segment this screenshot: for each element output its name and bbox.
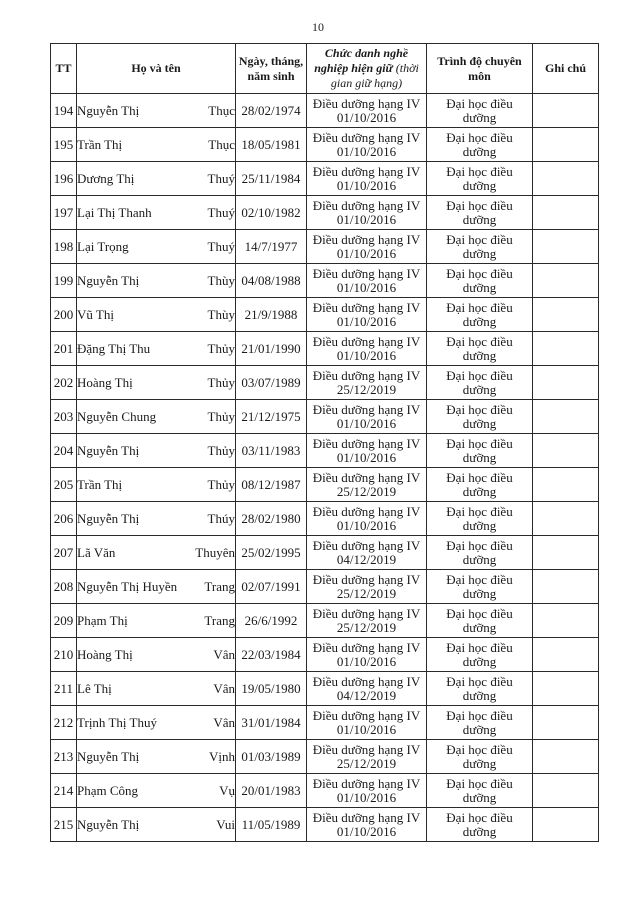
- qualification-line-1: Đại học điều: [446, 639, 513, 655]
- table-row: [51, 366, 599, 400]
- table-body: [51, 94, 599, 842]
- role-since-date: 25/12/2019: [336, 755, 397, 771]
- qualification: [427, 196, 533, 230]
- qualification-line-1: Đại học điều: [446, 435, 513, 451]
- role-title: Điều dưỡng hạng IV: [312, 265, 421, 281]
- table-row: [51, 332, 599, 366]
- professional-title: [307, 536, 427, 570]
- header-name: Họ và tên: [77, 44, 236, 94]
- person-first-name: Thuý: [207, 204, 235, 220]
- row-number: 209: [51, 604, 77, 638]
- row-number: 211: [51, 672, 77, 706]
- person-last-name: Nguyễn Chung: [77, 408, 157, 424]
- role-since-date: 01/10/2016: [336, 279, 397, 295]
- qualification-line-2: dưỡng: [462, 551, 497, 567]
- qualification-line-1: Đại học điều: [446, 605, 513, 621]
- date-of-birth: 02/10/1982: [236, 196, 307, 230]
- date-of-birth: 21/01/1990: [236, 332, 307, 366]
- qualification-line-2: dưỡng: [462, 619, 497, 635]
- qualification-line-1: Đại học điều: [446, 95, 513, 111]
- role-title: Điều dưỡng hạng IV: [312, 197, 421, 213]
- table-row: [51, 230, 599, 264]
- role-title: Điều dưỡng hạng IV: [312, 605, 421, 621]
- person-last-name: Trần Thị: [77, 476, 123, 492]
- person-name: [77, 570, 236, 604]
- row-number: 202: [51, 366, 77, 400]
- table-row: [51, 536, 599, 570]
- qualification-line-2: dưỡng: [462, 313, 497, 329]
- date-of-birth: 19/05/1980: [236, 672, 307, 706]
- qualification: [427, 298, 533, 332]
- date-of-birth: 18/05/1981: [236, 128, 307, 162]
- table-row: [51, 774, 599, 808]
- person-first-name: Thủy: [207, 408, 235, 424]
- qualification-line-1: Đại học điều: [446, 537, 513, 553]
- person-last-name: Nguyễn Thị: [77, 748, 140, 764]
- role-since-date: 25/12/2019: [336, 381, 397, 397]
- professional-title: [307, 774, 427, 808]
- person-last-name: Nguyễn Thị: [77, 816, 140, 832]
- header-role-note: (thời gian giữ hạng): [330, 61, 419, 90]
- qualification: [427, 808, 533, 842]
- professional-title: [307, 604, 427, 638]
- role-since-date: 01/10/2016: [336, 823, 397, 839]
- table-row: [51, 604, 599, 638]
- date-of-birth: 21/9/1988: [236, 298, 307, 332]
- person-name: [77, 128, 236, 162]
- qualification: [427, 434, 533, 468]
- header-education: Trình độ chuyên môn: [427, 44, 533, 94]
- qualification: [427, 94, 533, 128]
- header-role: [307, 44, 427, 94]
- row-note: [533, 502, 599, 536]
- person-first-name: Thuyên: [195, 544, 235, 560]
- qualification-line-1: Đại học điều: [446, 673, 513, 689]
- date-of-birth: 21/12/1975: [236, 400, 307, 434]
- qualification-line-1: Đại học điều: [446, 299, 513, 315]
- qualification-line-1: Đại học điều: [446, 775, 513, 791]
- person-last-name: Trịnh Thị Thuý: [77, 714, 157, 730]
- professional-title: [307, 128, 427, 162]
- person-first-name: Thủy: [207, 476, 235, 492]
- date-of-birth: 25/11/1984: [236, 162, 307, 196]
- role-title: Điều dưỡng hạng IV: [312, 231, 421, 247]
- professional-title: [307, 230, 427, 264]
- header-tt: TT: [51, 44, 77, 94]
- person-name: [77, 366, 236, 400]
- professional-title: [307, 400, 427, 434]
- role-title: Điều dưỡng hạng IV: [312, 367, 421, 383]
- qualification-line-2: dưỡng: [462, 177, 497, 193]
- role-title: Điều dưỡng hạng IV: [312, 163, 421, 179]
- qualification-line-2: dưỡng: [462, 347, 497, 363]
- qualification: [427, 570, 533, 604]
- row-number: 212: [51, 706, 77, 740]
- professional-title: [307, 332, 427, 366]
- row-number: 198: [51, 230, 77, 264]
- qualification-line-1: Đại học điều: [446, 809, 513, 825]
- qualification-line-1: Đại học điều: [446, 333, 513, 349]
- row-note: [533, 162, 599, 196]
- qualification-line-1: Đại học điều: [446, 231, 513, 247]
- date-of-birth: 03/07/1989: [236, 366, 307, 400]
- person-last-name: Lại Trọng: [77, 238, 129, 254]
- row-number: 197: [51, 196, 77, 230]
- date-of-birth: 28/02/1974: [236, 94, 307, 128]
- header-dob: Ngày, tháng, năm sinh: [236, 44, 307, 94]
- role-title: Điều dưỡng hạng IV: [312, 809, 421, 825]
- person-name: [77, 672, 236, 706]
- table-row: [51, 638, 599, 672]
- person-first-name: Thùy: [207, 272, 235, 288]
- person-last-name: Lê Thị: [77, 680, 112, 696]
- qualification-line-1: Đại học điều: [446, 469, 513, 485]
- person-last-name: Đặng Thị Thu: [77, 340, 151, 356]
- role-title: Điều dưỡng hạng IV: [312, 571, 421, 587]
- professional-title: [307, 502, 427, 536]
- row-note: [533, 366, 599, 400]
- qualification-line-2: dưỡng: [462, 789, 497, 805]
- qualification: [427, 706, 533, 740]
- row-note: [533, 264, 599, 298]
- person-first-name: Trang: [204, 612, 235, 628]
- role-since-date: 01/10/2016: [336, 449, 397, 465]
- table-row: [51, 94, 599, 128]
- qualification: [427, 740, 533, 774]
- row-note: [533, 230, 599, 264]
- person-first-name: Thủy: [207, 442, 235, 458]
- qualification-line-1: Đại học điều: [446, 401, 513, 417]
- row-note: [533, 570, 599, 604]
- person-name: [77, 502, 236, 536]
- qualification-line-2: dưỡng: [462, 211, 497, 227]
- row-number: 199: [51, 264, 77, 298]
- date-of-birth: 08/12/1987: [236, 468, 307, 502]
- person-first-name: Thuý: [207, 238, 235, 254]
- person-last-name: Nguyễn Thị Huyền: [77, 578, 178, 594]
- qualification: [427, 128, 533, 162]
- table-row: [51, 706, 599, 740]
- qualification-line-2: dưỡng: [462, 245, 497, 261]
- role-title: Điều dưỡng hạng IV: [312, 129, 421, 145]
- row-note: [533, 434, 599, 468]
- row-number: 195: [51, 128, 77, 162]
- header-role-label: Chức danh nghề nghiệp hiện giữ: [314, 46, 409, 75]
- qualification-line-1: Đại học điều: [446, 741, 513, 757]
- date-of-birth: 11/05/1989: [236, 808, 307, 842]
- role-since-date: 04/12/2019: [336, 551, 397, 567]
- row-note: [533, 94, 599, 128]
- professional-title: [307, 468, 427, 502]
- row-number: 207: [51, 536, 77, 570]
- qualification-line-1: Đại học điều: [446, 163, 513, 179]
- table-row: [51, 162, 599, 196]
- row-number: 208: [51, 570, 77, 604]
- qualification-line-2: dưỡng: [462, 687, 497, 703]
- person-last-name: Lại Thị Thanh: [77, 204, 152, 220]
- person-name: [77, 638, 236, 672]
- row-number: 210: [51, 638, 77, 672]
- role-title: Điều dưỡng hạng IV: [312, 299, 421, 315]
- person-name: [77, 604, 236, 638]
- qualification: [427, 604, 533, 638]
- row-note: [533, 332, 599, 366]
- person-name: [77, 740, 236, 774]
- date-of-birth: 03/11/1983: [236, 434, 307, 468]
- row-number: 201: [51, 332, 77, 366]
- person-name: [77, 230, 236, 264]
- qualification-line-1: Đại học điều: [446, 129, 513, 145]
- person-last-name: Nguyễn Thị: [77, 510, 140, 526]
- role-title: Điều dưỡng hạng IV: [312, 95, 421, 111]
- role-since-date: 01/10/2016: [336, 653, 397, 669]
- date-of-birth: 26/6/1992: [236, 604, 307, 638]
- person-first-name: Vụ: [219, 782, 235, 798]
- role-title: Điều dưỡng hạng IV: [312, 741, 421, 757]
- qualification: [427, 468, 533, 502]
- person-last-name: Nguyễn Thị: [77, 102, 140, 118]
- table-row: [51, 128, 599, 162]
- person-first-name: Thúy: [207, 510, 235, 526]
- professional-title: [307, 196, 427, 230]
- row-number: 196: [51, 162, 77, 196]
- role-since-date: 01/10/2016: [336, 245, 397, 261]
- staff-table: [50, 43, 599, 842]
- professional-title: [307, 808, 427, 842]
- person-name: [77, 94, 236, 128]
- date-of-birth: 22/03/1984: [236, 638, 307, 672]
- person-first-name: Thủy: [207, 340, 235, 356]
- role-title: Điều dưỡng hạng IV: [312, 469, 421, 485]
- professional-title: [307, 94, 427, 128]
- person-name: [77, 536, 236, 570]
- date-of-birth: 31/01/1984: [236, 706, 307, 740]
- role-since-date: 01/10/2016: [336, 415, 397, 431]
- role-since-date: 25/12/2019: [336, 483, 397, 499]
- person-name: [77, 162, 236, 196]
- table-row: [51, 808, 599, 842]
- person-last-name: Vũ Thị: [77, 306, 114, 322]
- row-note: [533, 128, 599, 162]
- person-first-name: Vân: [213, 646, 235, 662]
- role-since-date: 01/10/2016: [336, 143, 397, 159]
- professional-title: [307, 434, 427, 468]
- table-row: [51, 502, 599, 536]
- role-since-date: 01/10/2016: [336, 211, 397, 227]
- qualification-line-1: Đại học điều: [446, 197, 513, 213]
- role-since-date: 01/10/2016: [336, 517, 397, 533]
- table-row: [51, 400, 599, 434]
- qualification: [427, 230, 533, 264]
- header-row: [51, 44, 599, 94]
- date-of-birth: 14/7/1977: [236, 230, 307, 264]
- qualification-line-1: Đại học điều: [446, 503, 513, 519]
- row-number: 215: [51, 808, 77, 842]
- row-number: 205: [51, 468, 77, 502]
- qualification: [427, 774, 533, 808]
- qualification: [427, 264, 533, 298]
- role-title: Điều dưỡng hạng IV: [312, 537, 421, 553]
- role-title: Điều dưỡng hạng IV: [312, 707, 421, 723]
- qualification: [427, 162, 533, 196]
- role-since-date: 01/10/2016: [336, 347, 397, 363]
- table-row: [51, 196, 599, 230]
- header-notes: Ghi chú: [533, 44, 599, 94]
- person-name: [77, 264, 236, 298]
- role-since-date: 01/10/2016: [336, 721, 397, 737]
- row-note: [533, 468, 599, 502]
- qualification: [427, 400, 533, 434]
- row-note: [533, 196, 599, 230]
- person-last-name: Lã Văn: [77, 544, 116, 560]
- person-first-name: Thuý: [207, 170, 235, 186]
- qualification-line-2: dưỡng: [462, 823, 497, 839]
- role-since-date: 01/10/2016: [336, 177, 397, 193]
- row-number: 194: [51, 94, 77, 128]
- person-last-name: Hoàng Thị: [77, 374, 133, 390]
- person-first-name: Vui: [216, 816, 235, 832]
- qualification-line-2: dưỡng: [462, 381, 497, 397]
- date-of-birth: 02/07/1991: [236, 570, 307, 604]
- row-note: [533, 774, 599, 808]
- row-number: 213: [51, 740, 77, 774]
- qualification: [427, 332, 533, 366]
- qualification: [427, 638, 533, 672]
- qualification-line-1: Đại học điều: [446, 265, 513, 281]
- professional-title: [307, 162, 427, 196]
- person-last-name: Dương Thị: [77, 170, 135, 186]
- row-number: 206: [51, 502, 77, 536]
- date-of-birth: 01/03/1989: [236, 740, 307, 774]
- person-name: [77, 196, 236, 230]
- qualification-line-2: dưỡng: [462, 585, 497, 601]
- person-first-name: Thục: [208, 136, 235, 152]
- role-title: Điều dưỡng hạng IV: [312, 333, 421, 349]
- date-of-birth: 04/08/1988: [236, 264, 307, 298]
- table-row: [51, 740, 599, 774]
- row-number: 214: [51, 774, 77, 808]
- date-of-birth: 20/01/1983: [236, 774, 307, 808]
- role-since-date: 04/12/2019: [336, 687, 397, 703]
- person-first-name: Thùy: [207, 306, 235, 322]
- date-of-birth: 28/02/1980: [236, 502, 307, 536]
- date-of-birth: 25/02/1995: [236, 536, 307, 570]
- qualification-line-1: Đại học điều: [446, 367, 513, 383]
- person-first-name: Vân: [213, 714, 235, 730]
- row-note: [533, 638, 599, 672]
- qualification: [427, 502, 533, 536]
- qualification-line-2: dưỡng: [462, 755, 497, 771]
- person-name: [77, 706, 236, 740]
- qualification-line-2: dưỡng: [462, 517, 497, 533]
- role-since-date: 01/10/2016: [336, 789, 397, 805]
- person-first-name: Trang: [204, 578, 235, 594]
- professional-title: [307, 638, 427, 672]
- person-last-name: Phạm Công: [77, 782, 139, 798]
- row-note: [533, 672, 599, 706]
- table-row: [51, 434, 599, 468]
- qualification-line-1: Đại học điều: [446, 571, 513, 587]
- professional-title: [307, 706, 427, 740]
- qualification-line-1: Đại học điều: [446, 707, 513, 723]
- professional-title: [307, 570, 427, 604]
- row-note: [533, 536, 599, 570]
- person-last-name: Hoàng Thị: [77, 646, 133, 662]
- table-row: [51, 264, 599, 298]
- qualification-line-2: dưỡng: [462, 653, 497, 669]
- person-name: [77, 332, 236, 366]
- role-title: Điều dưỡng hạng IV: [312, 639, 421, 655]
- professional-title: [307, 298, 427, 332]
- qualification-line-2: dưỡng: [462, 109, 497, 125]
- qualification: [427, 536, 533, 570]
- table-row: [51, 468, 599, 502]
- qualification-line-2: dưỡng: [462, 143, 497, 159]
- qualification-line-2: dưỡng: [462, 279, 497, 295]
- role-since-date: 01/10/2016: [336, 313, 397, 329]
- row-number: 200: [51, 298, 77, 332]
- role-since-date: 25/12/2019: [336, 585, 397, 601]
- qualification-line-2: dưỡng: [462, 415, 497, 431]
- row-note: [533, 740, 599, 774]
- person-first-name: Vân: [213, 680, 235, 696]
- role-since-date: 25/12/2019: [336, 619, 397, 635]
- table-row: [51, 298, 599, 332]
- professional-title: [307, 672, 427, 706]
- row-note: [533, 298, 599, 332]
- role-since-date: 01/10/2016: [336, 109, 397, 125]
- page-number: 10: [312, 20, 324, 34]
- person-last-name: Nguyễn Thị: [77, 442, 140, 458]
- person-name: [77, 434, 236, 468]
- row-note: [533, 604, 599, 638]
- row-note: [533, 808, 599, 842]
- professional-title: [307, 264, 427, 298]
- person-first-name: Thủy: [207, 374, 235, 390]
- person-first-name: Thục: [208, 102, 235, 118]
- person-last-name: Phạm Thị: [77, 612, 128, 628]
- person-name: [77, 774, 236, 808]
- row-note: [533, 400, 599, 434]
- person-name: [77, 298, 236, 332]
- role-title: Điều dưỡng hạng IV: [312, 673, 421, 689]
- row-number: 203: [51, 400, 77, 434]
- qualification-line-2: dưỡng: [462, 483, 497, 499]
- role-title: Điều dưỡng hạng IV: [312, 775, 421, 791]
- qualification: [427, 366, 533, 400]
- role-title: Điều dưỡng hạng IV: [312, 401, 421, 417]
- professional-title: [307, 740, 427, 774]
- row-number: 204: [51, 434, 77, 468]
- qualification-line-2: dưỡng: [462, 449, 497, 465]
- role-title: Điều dưỡng hạng IV: [312, 503, 421, 519]
- person-name: [77, 400, 236, 434]
- person-last-name: Nguyễn Thị: [77, 272, 140, 288]
- person-name: [77, 468, 236, 502]
- person-name: [77, 808, 236, 842]
- table-row: [51, 672, 599, 706]
- role-title: Điều dưỡng hạng IV: [312, 435, 421, 451]
- person-first-name: Vịnh: [209, 748, 235, 764]
- qualification: [427, 672, 533, 706]
- table-row: [51, 570, 599, 604]
- professional-title: [307, 366, 427, 400]
- person-last-name: Trần Thị: [77, 136, 123, 152]
- row-note: [533, 706, 599, 740]
- qualification-line-2: dưỡng: [462, 721, 497, 737]
